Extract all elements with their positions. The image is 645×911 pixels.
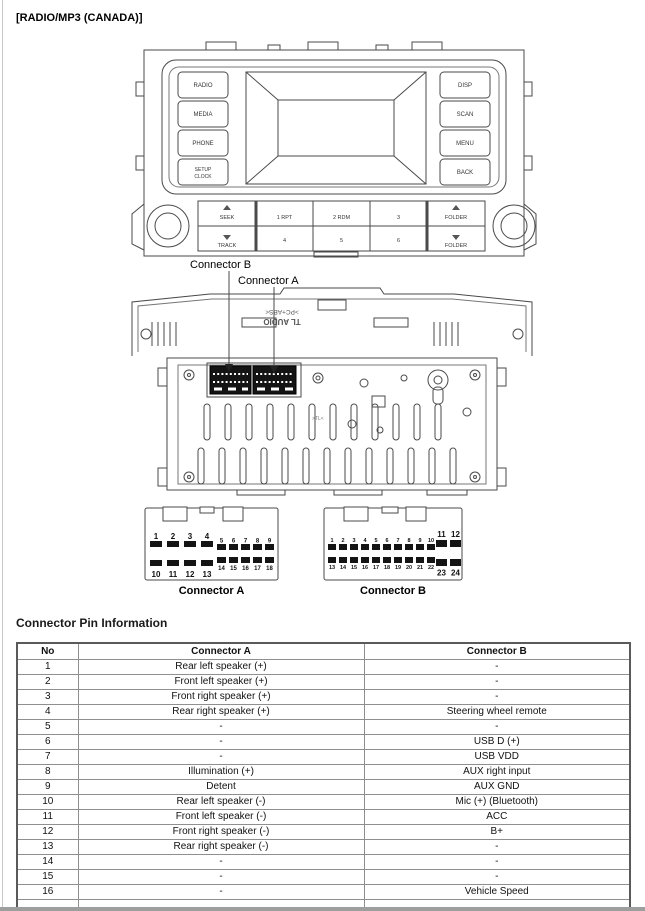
pin-contact — [217, 557, 226, 563]
folder-down-icon — [452, 235, 460, 240]
table-cell: Detent — [78, 780, 364, 795]
pin-number: 17 — [372, 565, 380, 571]
front-button-label: SETUP — [194, 167, 212, 173]
connector-a-pinout — [143, 506, 280, 584]
column-header-no: No — [17, 643, 78, 660]
pin-contact — [372, 557, 380, 563]
case-marking-text: TL AUDIO — [263, 317, 301, 326]
vent-slot — [303, 448, 309, 484]
pin-contact — [241, 544, 250, 550]
vent-slot — [351, 404, 357, 440]
pin-number: 8 — [407, 538, 411, 544]
keypad-label: 3 — [396, 215, 401, 221]
pin-contact — [150, 560, 162, 566]
table-row — [17, 720, 630, 735]
pin-number: 8 — [255, 538, 260, 545]
pin-contact — [167, 560, 179, 566]
front-button-label: RADIO — [193, 83, 213, 89]
table-cell: Illumination (+) — [78, 765, 364, 780]
keypad-label: 2 RDM — [332, 215, 351, 221]
keypad-label: SEEK — [219, 215, 235, 221]
keypad-label: FOLDER — [444, 243, 468, 249]
table-row — [17, 735, 630, 750]
pin-information-table — [16, 642, 631, 911]
keypad-label: 1 RPT — [276, 215, 293, 221]
page-title: [RADIO/MP3 (CANADA)] — [16, 12, 143, 24]
table-cell: ACC — [364, 810, 630, 825]
table-cell: - — [78, 885, 364, 900]
pin-contact — [416, 557, 424, 563]
vent-slot — [282, 448, 288, 484]
pin-contact — [265, 557, 274, 563]
pin-contact — [241, 557, 250, 563]
pin-contact — [350, 557, 358, 563]
pin-contact — [436, 540, 447, 547]
vent-slot — [240, 448, 246, 484]
front-button-label: SCAN — [456, 112, 474, 118]
board-marking-text: >TL< — [312, 416, 324, 422]
pin-number: 19 — [394, 565, 402, 571]
front-button-label: CLOCK — [194, 174, 212, 180]
vent-slot — [261, 448, 267, 484]
table-cell: USB VDD — [364, 750, 630, 765]
pin-contact — [405, 557, 413, 563]
connector-a-caption: Connector A — [178, 585, 245, 597]
table-cell: - — [364, 870, 630, 885]
pin-contact — [450, 540, 461, 547]
mounting-cage — [132, 42, 536, 257]
table-cell: 14 — [17, 855, 78, 870]
pin-number: 14 — [339, 565, 347, 571]
pin-number: 3 — [187, 532, 193, 541]
table-cell: Steering wheel remote — [364, 705, 630, 720]
pin-number: 21 — [416, 565, 424, 571]
table-row — [17, 780, 630, 795]
pin-number: 16 — [361, 565, 369, 571]
table-cell: Rear right speaker (+) — [78, 705, 364, 720]
pin-contact — [361, 544, 369, 550]
radio-rear-drawing — [122, 256, 542, 496]
table-cell: 9 — [17, 780, 78, 795]
vent-slot — [288, 404, 294, 440]
vent-slot — [450, 448, 456, 484]
table-cell: 4 — [17, 705, 78, 720]
table-cell: 5 — [17, 720, 78, 735]
pin-contact — [427, 557, 435, 563]
pin-number: 18 — [383, 565, 391, 571]
table-header-row — [17, 643, 630, 660]
table-row — [17, 750, 630, 765]
keypad-label: 5 — [339, 238, 344, 244]
pin-contact — [450, 559, 461, 566]
pin-contact — [253, 557, 262, 563]
table-cell: 7 — [17, 750, 78, 765]
table-cell: AUX GND — [364, 780, 630, 795]
pin-number: 14 — [218, 566, 225, 572]
pin-number: 11 — [168, 570, 178, 579]
table-cell: 12 — [17, 825, 78, 840]
table-row — [17, 795, 630, 810]
table-cell: - — [364, 855, 630, 870]
vent-slot — [345, 448, 351, 484]
table-row — [17, 870, 630, 885]
seek-up-icon — [223, 205, 231, 210]
vent-slot — [267, 404, 273, 440]
volume-knob — [147, 205, 189, 247]
table-row — [17, 765, 630, 780]
pin-number: 13 — [202, 570, 212, 579]
pin-number: 7 — [396, 538, 400, 544]
pin-number: 10 — [427, 538, 435, 544]
front-button-label: MEDIA — [193, 112, 213, 118]
pin-contact — [201, 541, 213, 547]
table-cell: - — [78, 735, 364, 750]
pin-contact — [328, 544, 336, 550]
vent-slot — [393, 404, 399, 440]
pin-contact — [383, 544, 391, 550]
rear-connector-b-block — [210, 366, 251, 394]
connector-b-caption: Connector B — [360, 585, 426, 597]
pin-contact — [394, 544, 402, 550]
table-cell: 13 — [17, 840, 78, 855]
pin-number: 16 — [242, 566, 249, 572]
table-row — [17, 660, 630, 675]
front-button-label: PHONE — [192, 141, 214, 147]
table-cell: 15 — [17, 870, 78, 885]
column-header-connector-a: Connector A — [78, 643, 364, 660]
table-cell: 3 — [17, 690, 78, 705]
pin-number: 11 — [437, 530, 446, 539]
table-cell: B+ — [364, 825, 630, 840]
connector-b-pinout — [322, 506, 464, 584]
tune-knob — [493, 205, 535, 247]
pin-contact — [361, 557, 369, 563]
table-cell: - — [364, 720, 630, 735]
pin-contact — [405, 544, 413, 550]
display-bezel — [246, 72, 426, 184]
pin-contact — [427, 544, 435, 550]
pin-number: 7 — [243, 538, 248, 545]
keypad-label: 6 — [396, 238, 401, 244]
pin-contact — [339, 557, 347, 563]
table-cell: Rear right speaker (-) — [78, 840, 364, 855]
table-cell: Front right speaker (+) — [78, 690, 364, 705]
table-cell: 8 — [17, 765, 78, 780]
tune-knob — [501, 213, 527, 239]
callout-connector-a: Connector A — [238, 275, 299, 287]
pin-number: 13 — [328, 565, 336, 571]
table-cell: Mic (+) (Bluetooth) — [364, 795, 630, 810]
vent-slot — [330, 404, 336, 440]
pin-number: 9 — [418, 538, 422, 544]
table-cell: Front left speaker (+) — [78, 675, 364, 690]
vent-slot — [204, 404, 210, 440]
vent-slot — [225, 404, 231, 440]
table-cell: Front right speaker (-) — [78, 825, 364, 840]
pin-number: 22 — [427, 565, 435, 571]
pin-contact — [167, 541, 179, 547]
table-cell: - — [78, 855, 364, 870]
front-button-label: BACK — [456, 170, 474, 176]
pin-number: 1 — [153, 532, 159, 541]
pin-number: 12 — [185, 570, 195, 579]
table-cell: 6 — [17, 735, 78, 750]
table-row — [17, 810, 630, 825]
display-screen — [278, 100, 394, 156]
pin-contact — [339, 544, 347, 550]
pin-number: 6 — [385, 538, 389, 544]
vent-slot — [429, 448, 435, 484]
table-cell: Rear left speaker (-) — [78, 795, 364, 810]
table-cell: 16 — [17, 885, 78, 900]
track-down-icon — [223, 235, 231, 240]
pin-number: 4 — [204, 532, 210, 541]
callout-connector-b: Connector B — [190, 259, 252, 271]
pin-contact — [229, 557, 238, 563]
radio-front-drawing — [128, 38, 540, 260]
table-row — [17, 690, 630, 705]
table-cell: 11 — [17, 810, 78, 825]
vent-slot — [372, 404, 378, 440]
pin-number: 6 — [231, 538, 236, 545]
table-cell: Front left speaker (-) — [78, 810, 364, 825]
pin-contact — [229, 544, 238, 550]
table-cell: USB D (+) — [364, 735, 630, 750]
pin-number: 5 — [374, 538, 378, 544]
pin-table-body — [17, 660, 630, 911]
table-row — [17, 675, 630, 690]
pin-contact — [253, 544, 262, 550]
page-bottom-strip — [0, 907, 645, 911]
table-cell: 2 — [17, 675, 78, 690]
pin-contact — [328, 557, 336, 563]
pin-contact — [184, 541, 196, 547]
pin-number: 9 — [267, 538, 272, 545]
pin-number: 12 — [451, 530, 460, 539]
table-row — [17, 885, 630, 900]
pin-number: 15 — [230, 566, 237, 572]
keypad-label: TRACK — [217, 243, 237, 249]
table-cell: Rear left speaker (+) — [78, 660, 364, 675]
pin-number: 18 — [266, 566, 273, 572]
pin-contact — [383, 557, 391, 563]
front-button-label: DISP — [457, 83, 473, 89]
keypad-label: FOLDER — [444, 215, 468, 221]
pin-number: 1 — [330, 538, 334, 544]
table-cell: - — [364, 690, 630, 705]
rear-top-flange — [132, 288, 532, 356]
front-button-label: MENU — [456, 141, 474, 147]
table-cell: - — [364, 660, 630, 675]
table-row — [17, 705, 630, 720]
vent-slot — [387, 448, 393, 484]
vent-slot — [309, 404, 315, 440]
case-marking-text: >PC+ABS< — [265, 308, 299, 315]
section-heading: Connector Pin Information — [16, 616, 168, 630]
pin-number: 24 — [451, 568, 460, 578]
column-header-connector-b: Connector B — [364, 643, 630, 660]
pin-contact — [394, 557, 402, 563]
table-cell: - — [364, 675, 630, 690]
vent-slot — [198, 448, 204, 484]
table-row — [17, 825, 630, 840]
keypad-label: 4 — [282, 238, 287, 244]
pin-contact — [416, 544, 424, 550]
table-cell: - — [364, 840, 630, 855]
vent-slots — [198, 404, 456, 484]
volume-knob — [155, 213, 181, 239]
table-cell: 1 — [17, 660, 78, 675]
vent-slot — [408, 448, 414, 484]
pin-number: 4 — [363, 538, 367, 544]
folder-up-icon — [452, 205, 460, 210]
table-row — [17, 855, 630, 870]
table-cell: 10 — [17, 795, 78, 810]
vent-slot — [324, 448, 330, 484]
pin-contact — [201, 560, 213, 566]
pin-number: 15 — [350, 565, 358, 571]
table-cell: Vehicle Speed — [364, 885, 630, 900]
page-border-left — [2, 0, 3, 911]
pin-number: 17 — [254, 566, 261, 572]
pin-contact — [372, 544, 380, 550]
pin-contact — [217, 544, 226, 550]
table-cell: - — [78, 750, 364, 765]
vent-slot — [435, 404, 441, 440]
table-cell: AUX right input — [364, 765, 630, 780]
pin-contact — [436, 559, 447, 566]
case-molding-marking — [263, 308, 300, 326]
pin-contact — [150, 541, 162, 547]
table-cell: - — [78, 720, 364, 735]
pin-number: 3 — [352, 538, 356, 544]
pin-number: 23 — [437, 568, 446, 578]
pin-number: 2 — [341, 538, 345, 544]
pin-contact — [350, 544, 358, 550]
vent-slot — [246, 404, 252, 440]
pin-contact — [265, 544, 274, 550]
pin-number: 20 — [405, 565, 413, 571]
vent-slot — [219, 448, 225, 484]
table-cell: - — [78, 870, 364, 885]
pin-number: 10 — [151, 570, 161, 579]
table-row — [17, 840, 630, 855]
pin-contact — [184, 560, 196, 566]
vent-slot — [366, 448, 372, 484]
vent-slot — [414, 404, 420, 440]
pin-number: 5 — [219, 538, 224, 545]
pin-number: 2 — [170, 532, 176, 541]
